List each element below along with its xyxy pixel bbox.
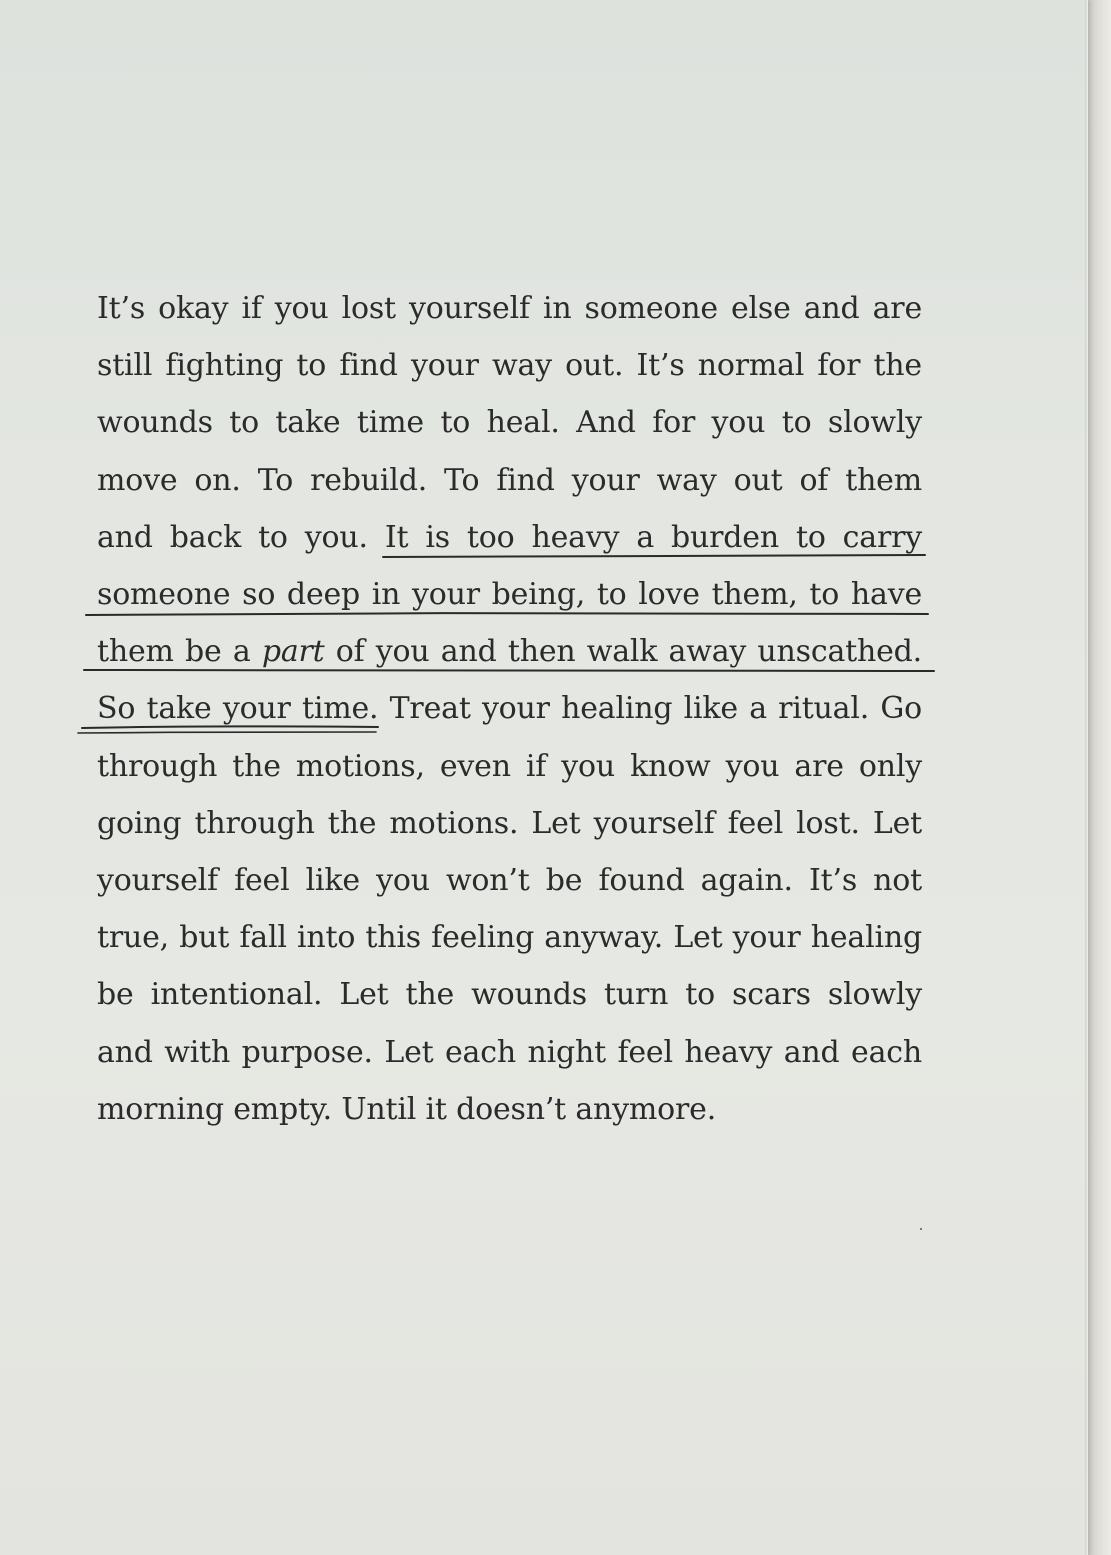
text-line: So take your time. Treat your healing like a ritual. Go <box>97 691 922 727</box>
text-line: wounds to take time to heal. And for you to slowly <box>97 405 922 441</box>
text-line: through the motions, even if you know you are only <box>97 748 922 784</box>
text-line: yourself feel like you won’t be found again. It’s not <box>97 863 922 899</box>
text-line: and back to you. It is too heavy a burden to carry <box>97 519 922 555</box>
page-edge <box>1085 0 1088 1555</box>
text-segment: them be a <box>97 634 262 670</box>
text-line: someone so deep in your being, to love them, to have <box>97 577 922 613</box>
text-line: move on. To rebuild. To find your way out of them <box>97 462 922 498</box>
text-line: morning empty. Until it doesn’t anymore. <box>97 1091 717 1127</box>
passage-text <box>97 280 922 1138</box>
paper-speck <box>920 1228 922 1230</box>
text-line: be intentional. Let the wounds turn to scars slowly <box>97 977 922 1013</box>
italic-word: part <box>261 634 325 670</box>
text-line: and with purpose. Let each night feel heavy and each <box>97 1034 922 1070</box>
text-line: true, but fall into this feeling anyway. Let your healing <box>97 920 922 956</box>
text-segment: of you and then walk away unscathed. <box>324 634 923 670</box>
text-line: still fighting to find your way out. It’s normal for the <box>97 348 922 384</box>
background-surface <box>1088 0 1111 1555</box>
text-line: going through the motions. Let yourself feel lost. Let <box>97 805 922 841</box>
text-line <box>97 623 922 680</box>
text-line: It’s okay if you lost yourself in someone else and are <box>97 291 922 326</box>
